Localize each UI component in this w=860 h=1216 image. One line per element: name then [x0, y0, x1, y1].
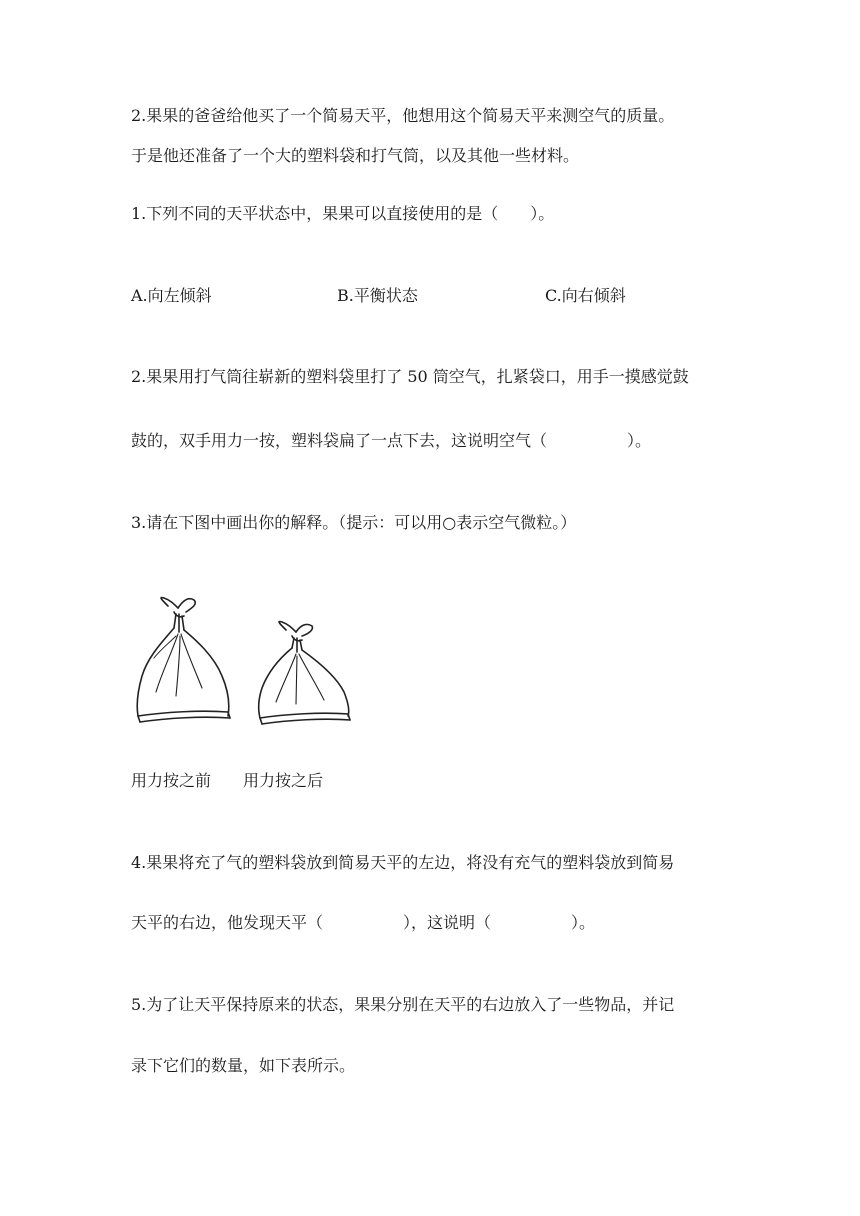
plastic-bags-illustration [126, 592, 366, 730]
question-2-line-1: 2.果果用打气筒往崭新的塑料袋里打了 50 筒空气，扎紧袋口，用手一摸感觉鼓 [131, 367, 689, 386]
question-5-line-2: 录下它们的数量，如下表所示。 [131, 1056, 356, 1075]
option-b: B.平衡状态 [337, 286, 418, 305]
bag-after-pressing [259, 621, 350, 724]
option-a: A.向左倾斜 [131, 286, 212, 305]
question-4-line-2: 天平的右边，他发现天平（ ），这说明（ ）。 [131, 913, 596, 932]
question-2-line-2: 鼓的，双手用力一按，塑料袋扁了一点下去，这说明空气（ ）。 [131, 431, 652, 450]
question-3: 3.请在下图中画出你的解释。（提示：可以用○表示空气微粒。） [131, 513, 577, 532]
option-c: C.向右倾斜 [545, 286, 626, 305]
question-1: 1.下列不同的天平状态中，果果可以直接使用的是（ ）。 [131, 204, 555, 223]
bag-before-pressing [137, 597, 230, 722]
caption-after-pressing: 用力按之后 [243, 771, 324, 790]
question-4-line-1: 4.果果将充了气的塑料袋放到简易天平的左边，将没有充气的塑料袋放到简易 [131, 853, 675, 872]
intro-line-2: 于是他还准备了一个大的塑料袋和打气筒，以及其他一些材料。 [131, 146, 580, 165]
question-5-line-1: 5.为了让天平保持原来的状态，果果分别在天平的右边放入了一些物品，并记 [131, 995, 675, 1014]
intro-line-1: 2.果果的爸爸给他买了一个简易天平，他想用这个简易天平来测空气的质量。 [131, 106, 675, 125]
caption-before-pressing: 用力按之前 [131, 771, 212, 790]
